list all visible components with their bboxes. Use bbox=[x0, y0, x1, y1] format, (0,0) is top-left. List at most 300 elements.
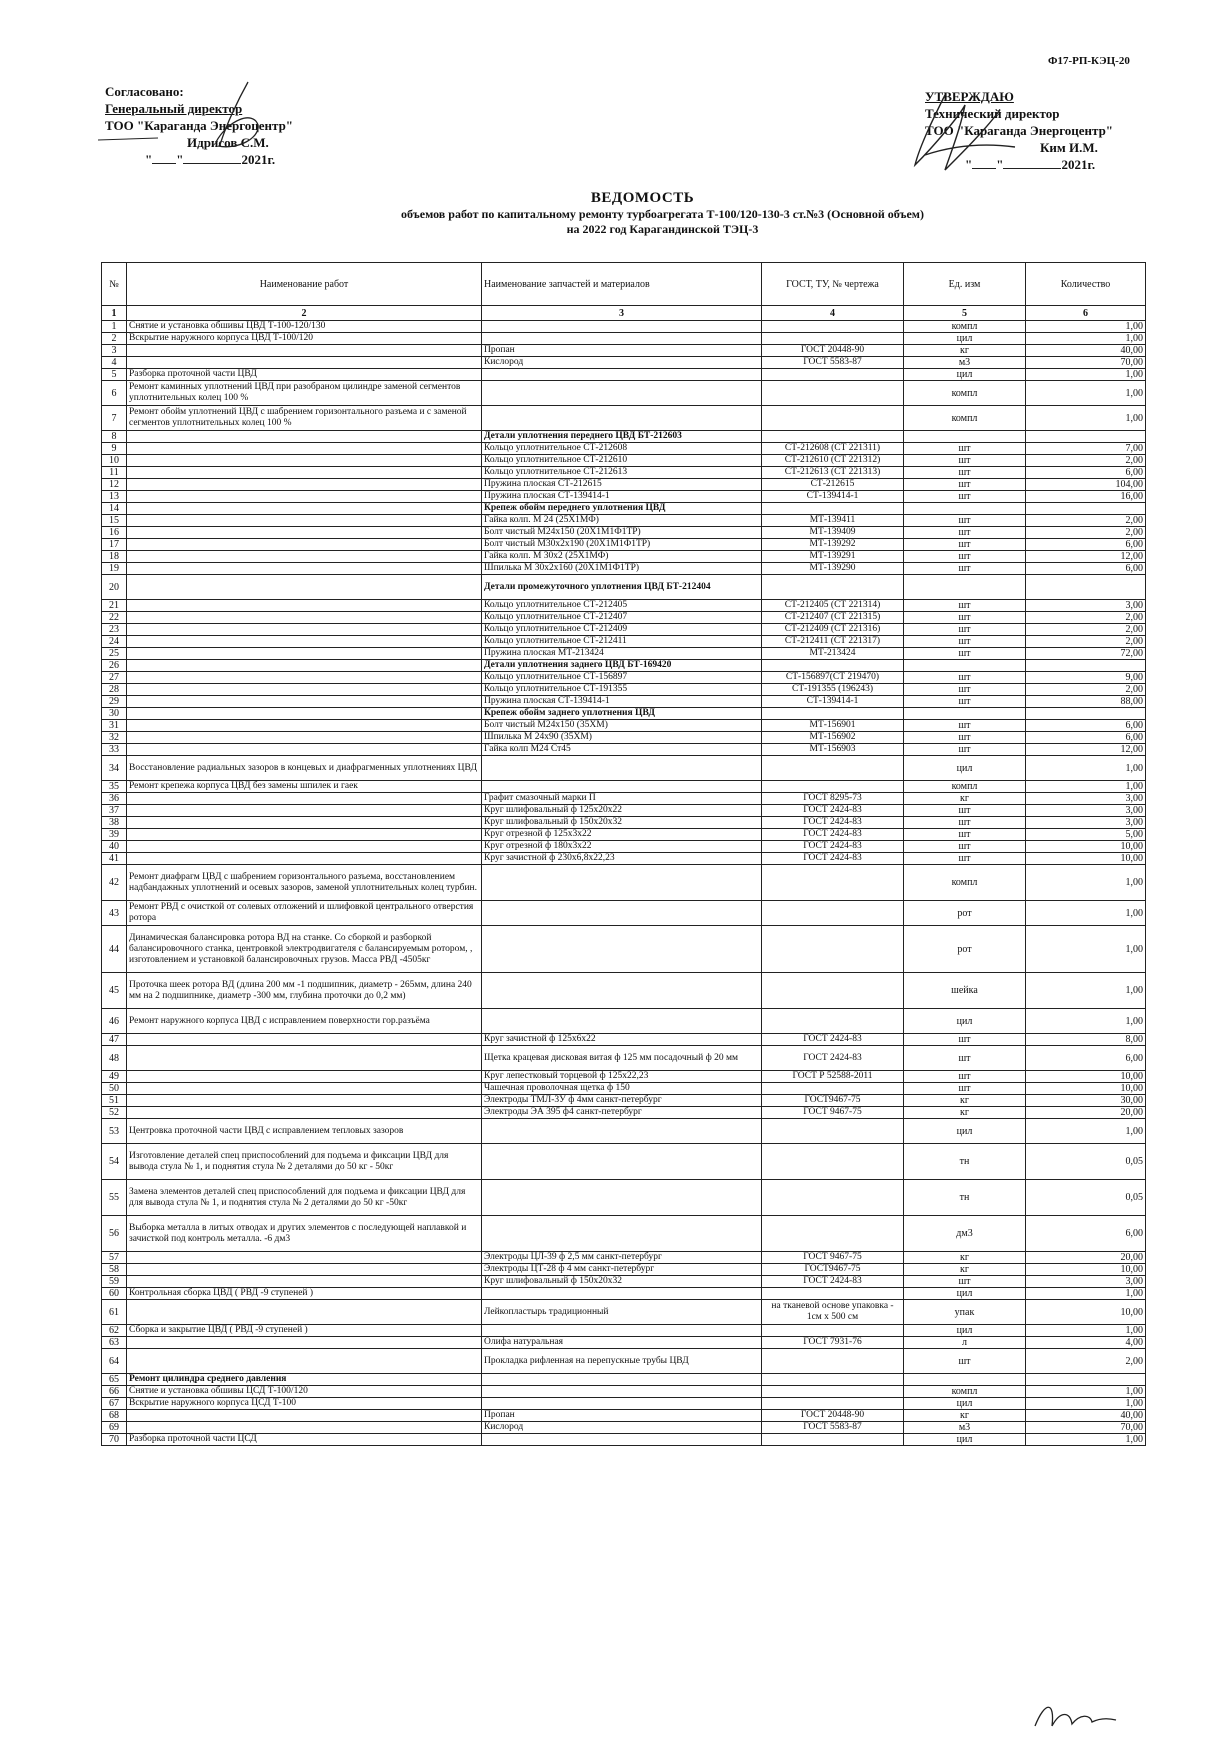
quantity: 1,00 bbox=[1026, 781, 1146, 793]
material-name bbox=[482, 865, 762, 901]
unit: шт bbox=[904, 539, 1026, 551]
quantity: 1,00 bbox=[1026, 1325, 1146, 1337]
table-row bbox=[102, 1264, 1146, 1276]
quantity: 1,00 bbox=[1026, 756, 1146, 781]
standard-ref bbox=[762, 756, 904, 781]
row-number: 51 bbox=[102, 1095, 127, 1107]
work-name: Снятие и установка обшивы ЦСД Т-100/120 bbox=[127, 1386, 482, 1398]
material-name: Крепеж обойм переднего уплотнения ЦВД bbox=[482, 503, 762, 515]
approval-position: Технический директор bbox=[925, 106, 1060, 121]
work-name: Сборка и закрытие ЦВД ( РВД -9 ступеней ) bbox=[127, 1325, 482, 1337]
row-number: 25 bbox=[102, 648, 127, 660]
document-subtitle: объемов работ по капитальному ремонту турбоагрегата Т-100/120-130-3 ст.№3 (Основной объем) bbox=[401, 207, 924, 221]
row-number: 28 bbox=[102, 684, 127, 696]
quantity bbox=[1026, 660, 1146, 672]
unit: цил bbox=[904, 1325, 1026, 1337]
quantity bbox=[1026, 1374, 1146, 1386]
unit: компл bbox=[904, 321, 1026, 333]
work-name bbox=[127, 575, 482, 600]
work-name: Контрольная сборка ЦВД ( РВД -9 ступеней ) bbox=[127, 1288, 482, 1300]
quantity: 3,00 bbox=[1026, 1276, 1146, 1288]
table-row bbox=[102, 1386, 1146, 1398]
work-name bbox=[127, 357, 482, 369]
standard-ref: ГОСТ 2424-83 bbox=[762, 1034, 904, 1046]
standard-ref: МТ-139290 bbox=[762, 563, 904, 575]
work-name bbox=[127, 491, 482, 503]
unit bbox=[904, 1374, 1026, 1386]
standard-ref bbox=[762, 1386, 904, 1398]
material-name: Лейкопластырь традиционный bbox=[482, 1300, 762, 1325]
table-row bbox=[102, 696, 1146, 708]
material-name bbox=[482, 1288, 762, 1300]
material-name: Кольцо уплотнительное СТ-212407 bbox=[482, 612, 762, 624]
agreement-heading: Согласовано: bbox=[105, 84, 184, 99]
footer-initials bbox=[1030, 1696, 1120, 1732]
row-number: 11 bbox=[102, 467, 127, 479]
quantity: 1,00 bbox=[1026, 901, 1146, 926]
material-name bbox=[482, 1325, 762, 1337]
work-name bbox=[127, 841, 482, 853]
material-name: Щетка крацевая дисковая витая ф 125 мм посадочный ф 20 мм bbox=[482, 1046, 762, 1071]
table-row bbox=[102, 600, 1146, 612]
row-number: 10 bbox=[102, 455, 127, 467]
unit: цил bbox=[904, 1434, 1026, 1446]
work-name bbox=[127, 829, 482, 841]
row-number: 3 bbox=[102, 345, 127, 357]
quantity: 2,00 bbox=[1026, 684, 1146, 696]
work-name: Динамическая балансировка ротора ВД на станке. Со сборкой и разборкой балансировочного станка, центровкой электродвигателя с балансируемым ротором, , изготовлением и установкой балансировочных грузов. Масса РВД -4505кг bbox=[127, 926, 482, 973]
table-row bbox=[102, 636, 1146, 648]
col-header-works: Наименование работ bbox=[127, 263, 482, 306]
table-row bbox=[102, 1252, 1146, 1264]
standard-ref bbox=[762, 865, 904, 901]
table-row bbox=[102, 1071, 1146, 1083]
quantity: 1,00 bbox=[1026, 321, 1146, 333]
work-name: Замена элементов деталей спец приспособлений для подъема и фиксации ЦВД для для вывода стула № 1, и поднятия стула № 2 деталями до 50 кг -50кг bbox=[127, 1180, 482, 1216]
standard-ref bbox=[762, 1216, 904, 1252]
row-number: 65 bbox=[102, 1374, 127, 1386]
material-name bbox=[482, 333, 762, 345]
unit: шт bbox=[904, 600, 1026, 612]
col-number: 6 bbox=[1026, 306, 1146, 321]
row-number: 55 bbox=[102, 1180, 127, 1216]
row-number: 6 bbox=[102, 381, 127, 406]
row-number: 35 bbox=[102, 781, 127, 793]
unit: шт bbox=[904, 1071, 1026, 1083]
table-row bbox=[102, 756, 1146, 781]
material-name bbox=[482, 781, 762, 793]
table-row bbox=[102, 455, 1146, 467]
unit: цил bbox=[904, 1009, 1026, 1034]
work-name bbox=[127, 1046, 482, 1071]
table-row bbox=[102, 1325, 1146, 1337]
col-number: 2 bbox=[127, 306, 482, 321]
material-name: Гайка колп. М 24 (25Х1МФ) bbox=[482, 515, 762, 527]
approval-heading: УТВЕРЖДАЮ bbox=[925, 89, 1014, 104]
unit: шт bbox=[904, 455, 1026, 467]
table-row bbox=[102, 829, 1146, 841]
table-row bbox=[102, 1422, 1146, 1434]
material-name: Кольцо уплотнительное СТ-212409 bbox=[482, 624, 762, 636]
table-row bbox=[102, 720, 1146, 732]
row-number: 19 bbox=[102, 563, 127, 575]
unit: шт bbox=[904, 491, 1026, 503]
work-name bbox=[127, 612, 482, 624]
material-name: Детали промежуточного уплотнения ЦВД БТ-212404 bbox=[482, 575, 762, 600]
standard-ref bbox=[762, 1009, 904, 1034]
table-row bbox=[102, 901, 1146, 926]
standard-ref: ГОСТ9467-75 bbox=[762, 1264, 904, 1276]
column-number-row bbox=[102, 306, 1146, 321]
standard-ref bbox=[762, 1374, 904, 1386]
work-name: Ремонт наружного корпуса ЦВД с исправлением поверхности гор.разъёма bbox=[127, 1009, 482, 1034]
material-name: Чашечная проволочная щетка ф 150 bbox=[482, 1083, 762, 1095]
work-name bbox=[127, 515, 482, 527]
row-number: 14 bbox=[102, 503, 127, 515]
unit: цил bbox=[904, 333, 1026, 345]
quantity: 2,00 bbox=[1026, 527, 1146, 539]
quantity: 3,00 bbox=[1026, 817, 1146, 829]
row-number: 20 bbox=[102, 575, 127, 600]
unit: компл bbox=[904, 1386, 1026, 1398]
approval-signer: Ким И.М. bbox=[1040, 140, 1098, 155]
table-row bbox=[102, 817, 1146, 829]
work-name bbox=[127, 793, 482, 805]
work-name bbox=[127, 817, 482, 829]
row-number: 27 bbox=[102, 672, 127, 684]
row-number: 61 bbox=[102, 1300, 127, 1325]
standard-ref: ГОСТ 5583-87 bbox=[762, 357, 904, 369]
row-number: 30 bbox=[102, 708, 127, 720]
row-number: 4 bbox=[102, 357, 127, 369]
row-number: 42 bbox=[102, 865, 127, 901]
material-name: Круг зачистной ф 125х6х22 bbox=[482, 1034, 762, 1046]
work-name bbox=[127, 744, 482, 756]
table-row bbox=[102, 491, 1146, 503]
table-row bbox=[102, 431, 1146, 443]
standard-ref: МТ-213424 bbox=[762, 648, 904, 660]
table-row bbox=[102, 345, 1146, 357]
quantity: 6,00 bbox=[1026, 563, 1146, 575]
table-row bbox=[102, 1095, 1146, 1107]
table-row bbox=[102, 563, 1146, 575]
standard-ref: ГОСТ 20448-90 bbox=[762, 1410, 904, 1422]
quantity: 9,00 bbox=[1026, 672, 1146, 684]
row-number: 68 bbox=[102, 1410, 127, 1422]
row-number: 29 bbox=[102, 696, 127, 708]
unit: шт bbox=[904, 672, 1026, 684]
document-code: Ф17-РП-КЭЦ-20 bbox=[1048, 55, 1130, 67]
quantity: 10,00 bbox=[1026, 1071, 1146, 1083]
material-name: Кислород bbox=[482, 1422, 762, 1434]
standard-ref: ГОСТ 2424-83 bbox=[762, 805, 904, 817]
unit bbox=[904, 503, 1026, 515]
material-name: Болт чистый М24х150 (20Х1М1Ф1ТР) bbox=[482, 527, 762, 539]
standard-ref: ГОСТ 9467-75 bbox=[762, 1252, 904, 1264]
quantity: 70,00 bbox=[1026, 1422, 1146, 1434]
standard-ref: ГОСТ 2424-83 bbox=[762, 817, 904, 829]
standard-ref: СТ-212608 (СТ 221311) bbox=[762, 443, 904, 455]
table-row bbox=[102, 321, 1146, 333]
unit: компл bbox=[904, 781, 1026, 793]
material-name bbox=[482, 1386, 762, 1398]
unit: шт bbox=[904, 829, 1026, 841]
standard-ref: ГОСТ 2424-83 bbox=[762, 841, 904, 853]
row-number: 18 bbox=[102, 551, 127, 563]
standard-ref: ГОСТ9467-75 bbox=[762, 1095, 904, 1107]
material-name: Кольцо уплотнительное СТ-156897 bbox=[482, 672, 762, 684]
work-name bbox=[127, 1410, 482, 1422]
quantity: 1,00 bbox=[1026, 1119, 1146, 1144]
work-name bbox=[127, 1276, 482, 1288]
work-name bbox=[127, 1107, 482, 1119]
material-name bbox=[482, 901, 762, 926]
unit: шт bbox=[904, 479, 1026, 491]
standard-ref: МТ-156901 bbox=[762, 720, 904, 732]
row-number: 36 bbox=[102, 793, 127, 805]
table-row bbox=[102, 1398, 1146, 1410]
unit: дм3 bbox=[904, 1216, 1026, 1252]
work-name bbox=[127, 1349, 482, 1374]
material-name: Кольцо уплотнительное СТ-212613 bbox=[482, 467, 762, 479]
material-name bbox=[482, 381, 762, 406]
agreement-date: " " 2021г. bbox=[145, 152, 276, 167]
standard-ref: МТ-139291 bbox=[762, 551, 904, 563]
work-name bbox=[127, 636, 482, 648]
unit: упак bbox=[904, 1300, 1026, 1325]
col-number: 1 bbox=[102, 306, 127, 321]
quantity: 2,00 bbox=[1026, 612, 1146, 624]
material-name bbox=[482, 1180, 762, 1216]
table-row bbox=[102, 1144, 1146, 1180]
unit: шт bbox=[904, 696, 1026, 708]
standard-ref bbox=[762, 1119, 904, 1144]
quantity: 6,00 bbox=[1026, 467, 1146, 479]
row-number: 52 bbox=[102, 1107, 127, 1119]
quantity: 70,00 bbox=[1026, 357, 1146, 369]
quantity: 1,00 bbox=[1026, 973, 1146, 1009]
standard-ref bbox=[762, 1349, 904, 1374]
row-number: 38 bbox=[102, 817, 127, 829]
standard-ref: СТ-212407 (СТ 221315) bbox=[762, 612, 904, 624]
quantity: 2,00 bbox=[1026, 624, 1146, 636]
quantity: 10,00 bbox=[1026, 853, 1146, 865]
quantity: 6,00 bbox=[1026, 720, 1146, 732]
table-row bbox=[102, 369, 1146, 381]
table-row bbox=[102, 841, 1146, 853]
unit: шт bbox=[904, 636, 1026, 648]
table-row bbox=[102, 1288, 1146, 1300]
table-row bbox=[102, 1216, 1146, 1252]
quantity: 1,00 bbox=[1026, 1386, 1146, 1398]
table-row bbox=[102, 1180, 1146, 1216]
standard-ref: СТ-212615 bbox=[762, 479, 904, 491]
standard-ref: СТ-212610 (СТ 221312) bbox=[762, 455, 904, 467]
work-name bbox=[127, 455, 482, 467]
unit: рот bbox=[904, 901, 1026, 926]
unit: рот bbox=[904, 926, 1026, 973]
row-number: 5 bbox=[102, 369, 127, 381]
table-row bbox=[102, 527, 1146, 539]
row-number: 43 bbox=[102, 901, 127, 926]
work-name: Центровка проточной части ЦВД с исправлением тепловых зазоров bbox=[127, 1119, 482, 1144]
standard-ref bbox=[762, 1144, 904, 1180]
standard-ref: ГОСТ 8295-73 bbox=[762, 793, 904, 805]
unit: цил bbox=[904, 1398, 1026, 1410]
material-name: Гайка колп. М 30х2 (25Х1МФ) bbox=[482, 551, 762, 563]
table-row bbox=[102, 1410, 1146, 1422]
material-name: Электроды ЦТ-28 ф 4 мм санкт-петербург bbox=[482, 1264, 762, 1276]
material-name: Графит смазочный марки П bbox=[482, 793, 762, 805]
agreement-block bbox=[105, 83, 345, 168]
row-number: 60 bbox=[102, 1288, 127, 1300]
standard-ref: МТ-139411 bbox=[762, 515, 904, 527]
material-name: Крепеж обойм заднего уплотнения ЦВД bbox=[482, 708, 762, 720]
standard-ref: ГОСТ 7931-76 bbox=[762, 1337, 904, 1349]
unit bbox=[904, 575, 1026, 600]
unit: кг bbox=[904, 793, 1026, 805]
col-number: 5 bbox=[904, 306, 1026, 321]
material-name: Кольцо уплотнительное СТ-212608 bbox=[482, 443, 762, 455]
unit: шт bbox=[904, 515, 1026, 527]
work-name: Снятие и установка обшивы ЦВД Т-100-120/130 bbox=[127, 321, 482, 333]
quantity bbox=[1026, 503, 1146, 515]
table-row bbox=[102, 1083, 1146, 1095]
col-header-quantity: Количество bbox=[1026, 263, 1146, 306]
work-name bbox=[127, 600, 482, 612]
row-number: 53 bbox=[102, 1119, 127, 1144]
unit: шт bbox=[904, 648, 1026, 660]
standard-ref bbox=[762, 1288, 904, 1300]
standard-ref bbox=[762, 1083, 904, 1095]
approval-date: " " 2021г. bbox=[965, 157, 1096, 172]
material-name: Пропан bbox=[482, 1410, 762, 1422]
work-name: Изготовление деталей спец приспособлений для подъема и фиксации ЦВД для вывода стула № 1, и поднятия стула № 2 деталями до 50 кг - 50кг bbox=[127, 1144, 482, 1180]
table-row bbox=[102, 612, 1146, 624]
standard-ref: СТ-191355 (196243) bbox=[762, 684, 904, 696]
row-number: 44 bbox=[102, 926, 127, 973]
work-name bbox=[127, 624, 482, 636]
unit: кг bbox=[904, 1410, 1026, 1422]
work-name bbox=[127, 672, 482, 684]
table-row bbox=[102, 1046, 1146, 1071]
unit: м3 bbox=[904, 1422, 1026, 1434]
quantity: 12,00 bbox=[1026, 551, 1146, 563]
works-table bbox=[101, 262, 1146, 1446]
material-name bbox=[482, 1119, 762, 1144]
unit: цил bbox=[904, 1119, 1026, 1144]
material-name bbox=[482, 1374, 762, 1386]
standard-ref: ГОСТ 2424-83 bbox=[762, 829, 904, 841]
material-name bbox=[482, 1434, 762, 1446]
standard-ref bbox=[762, 381, 904, 406]
unit: кг bbox=[904, 1264, 1026, 1276]
material-name: Пружина плоская СТ-212615 bbox=[482, 479, 762, 491]
document-year-line: на 2022 год Карагандинской ТЭЦ-3 bbox=[566, 222, 759, 236]
table-row bbox=[102, 515, 1146, 527]
table-row bbox=[102, 973, 1146, 1009]
material-name: Круг отрезной ф 180х3х22 bbox=[482, 841, 762, 853]
unit: тн bbox=[904, 1180, 1026, 1216]
standard-ref bbox=[762, 369, 904, 381]
work-name: Ремонт цилиндра среднего давления bbox=[127, 1374, 482, 1386]
row-number: 32 bbox=[102, 732, 127, 744]
quantity: 2,00 bbox=[1026, 455, 1146, 467]
standard-ref: ГОСТ Р 52588-2011 bbox=[762, 1071, 904, 1083]
standard-ref: ГОСТ 9467-75 bbox=[762, 1107, 904, 1119]
unit: л bbox=[904, 1337, 1026, 1349]
row-number: 37 bbox=[102, 805, 127, 817]
quantity: 3,00 bbox=[1026, 600, 1146, 612]
work-name: Разборка проточной части ЦСД bbox=[127, 1434, 482, 1446]
unit bbox=[904, 708, 1026, 720]
material-name: Круг зачистной ф 230х6,8х22,23 bbox=[482, 853, 762, 865]
col-header-standard: ГОСТ, ТУ, № чертежа bbox=[762, 263, 904, 306]
work-name: Разборка проточной части ЦВД bbox=[127, 369, 482, 381]
unit: шт bbox=[904, 720, 1026, 732]
quantity: 30,00 bbox=[1026, 1095, 1146, 1107]
quantity: 5,00 bbox=[1026, 829, 1146, 841]
material-name: Гайка колп М24 Ст45 bbox=[482, 744, 762, 756]
quantity: 4,00 bbox=[1026, 1337, 1146, 1349]
standard-ref: МТ-139292 bbox=[762, 539, 904, 551]
row-number: 66 bbox=[102, 1386, 127, 1398]
quantity bbox=[1026, 708, 1146, 720]
material-name: Шпилька М 30х2х160 (20Х1М1Ф1ТР) bbox=[482, 563, 762, 575]
work-name bbox=[127, 684, 482, 696]
quantity: 1,00 bbox=[1026, 406, 1146, 431]
col-header-number: № bbox=[102, 263, 127, 306]
work-name bbox=[127, 1034, 482, 1046]
standard-ref: на тканевой основе упаковка - 1см х 500 см bbox=[762, 1300, 904, 1325]
row-number: 8 bbox=[102, 431, 127, 443]
quantity bbox=[1026, 575, 1146, 600]
quantity: 1,00 bbox=[1026, 333, 1146, 345]
row-number: 40 bbox=[102, 841, 127, 853]
standard-ref: ГОСТ 5583-87 bbox=[762, 1422, 904, 1434]
quantity: 10,00 bbox=[1026, 1264, 1146, 1276]
table-row bbox=[102, 1276, 1146, 1288]
quantity: 7,00 bbox=[1026, 443, 1146, 455]
table-row bbox=[102, 1434, 1146, 1446]
row-number: 31 bbox=[102, 720, 127, 732]
table-row bbox=[102, 624, 1146, 636]
row-number: 21 bbox=[102, 600, 127, 612]
standard-ref bbox=[762, 321, 904, 333]
unit: компл bbox=[904, 865, 1026, 901]
work-name bbox=[127, 1422, 482, 1434]
work-name bbox=[127, 551, 482, 563]
table-row bbox=[102, 381, 1146, 406]
material-name bbox=[482, 1009, 762, 1034]
quantity: 16,00 bbox=[1026, 491, 1146, 503]
work-name bbox=[127, 708, 482, 720]
work-name bbox=[127, 345, 482, 357]
standard-ref: ГОСТ 2424-83 bbox=[762, 1276, 904, 1288]
work-name bbox=[127, 720, 482, 732]
quantity: 1,00 bbox=[1026, 1009, 1146, 1034]
unit: компл bbox=[904, 381, 1026, 406]
row-number: 45 bbox=[102, 973, 127, 1009]
unit bbox=[904, 660, 1026, 672]
work-name: Восстановление радиальных зазоров в концевых и диафрагменных уплотнениях ЦВД bbox=[127, 756, 482, 781]
material-name: Круг шлифовальный ф 150х20х32 bbox=[482, 1276, 762, 1288]
row-number: 16 bbox=[102, 527, 127, 539]
quantity: 0,05 bbox=[1026, 1144, 1146, 1180]
work-name bbox=[127, 431, 482, 443]
col-header-unit: Ед. изм bbox=[904, 263, 1026, 306]
row-number: 17 bbox=[102, 539, 127, 551]
